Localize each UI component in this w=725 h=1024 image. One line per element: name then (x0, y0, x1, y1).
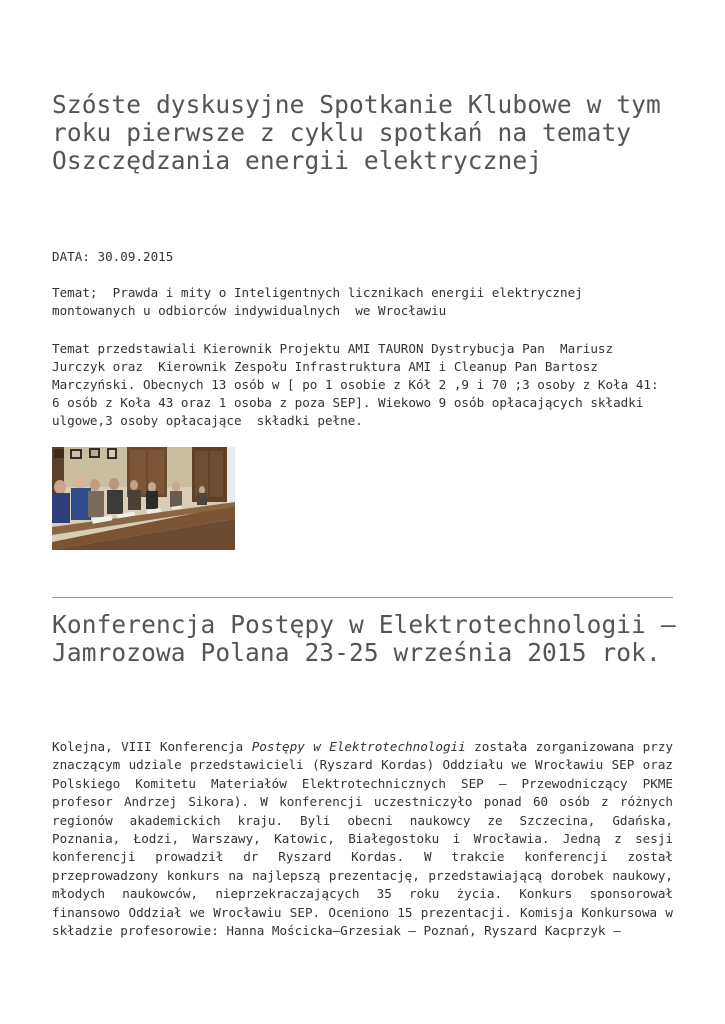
post1-body: Temat przedstawiali Kierownik Projektu AMI TAURON Dystrybucja Pan Mariusz Jurczyk oraz Kierownik Zespołu Infrastruktura AMI i Cleanup Pan Bartosz Marczyński. Obecnych 13 osób w [ po 1 osobie z Kół 2 ,9 i 70 ;3 osoby z Koła 41: 6 osób z Koła 43 oraz 1 osoba z poza SEP]. Wiekowo 9 osób opłacających składki ulgowe,3 osoby opłacające składki pełne. (52, 341, 667, 428)
post2-title: Konferencja Postępy w Elektrotechnologii – Jamrozowa Polana 23-25 września 2015 rok. (52, 610, 676, 667)
meeting-photo (52, 447, 235, 550)
post2-body-text: została zorganizowana przy znaczącym udziale przedstawicieli (Ryszard Kordas) Oddziału we Wrocławiu SEP oraz Polskiego Komitetu Materiałów Elektrotechnicznych SEP – Przewodniczący PKME profesor Andrzej Sikora). W konferencji uczestniczyło ponad 60 osób z różnych regionów akademickich kraju. Byli obecni naukowcy ze Szczecina, Gdańska, Poznania, Łodzi, Warszawy, Katowic, Białegostoku i Wrocławia. Jedną z sesji konferencji prowadził dr Ryszard Kordas. W trakcie konferencji został przeprowadzony konkurs na najlepszą prezentację, przedstawiającą dorobek naukowy, młodych naukowców, nieprzekraczających 35 roku życia. Konkurs sponsorował finansowo Oddział we Wrocławiu SEP. Oceniono 15 prezentacji. Komisja Konkursowa w składzie profesorowie: Hanna Mościcka–Grzesiak – Poznań, Ryszard Kacprzyk – (52, 739, 673, 939)
post1-title: Szóste dyskusyjne Spotkanie Klubowe w tym roku pierwsze z cyklu spotkań na tematy Oszczędzania energii elektrycznej (52, 90, 661, 175)
post2-body (52, 738, 673, 940)
post1-topic: Temat; Prawda i mity o Inteligentnych licznikach energii elektrycznej montowanych u odbiorców indywidualnych we Wrocławiu (52, 285, 591, 318)
post-divider (52, 597, 673, 598)
post1-date: DATA: 30.09.2015 (52, 249, 174, 264)
post2-body-intro: Kolejna, VIII Konferencja (52, 739, 252, 754)
post2-conference-name: Postępy w Elektrotechnologii (251, 739, 466, 754)
